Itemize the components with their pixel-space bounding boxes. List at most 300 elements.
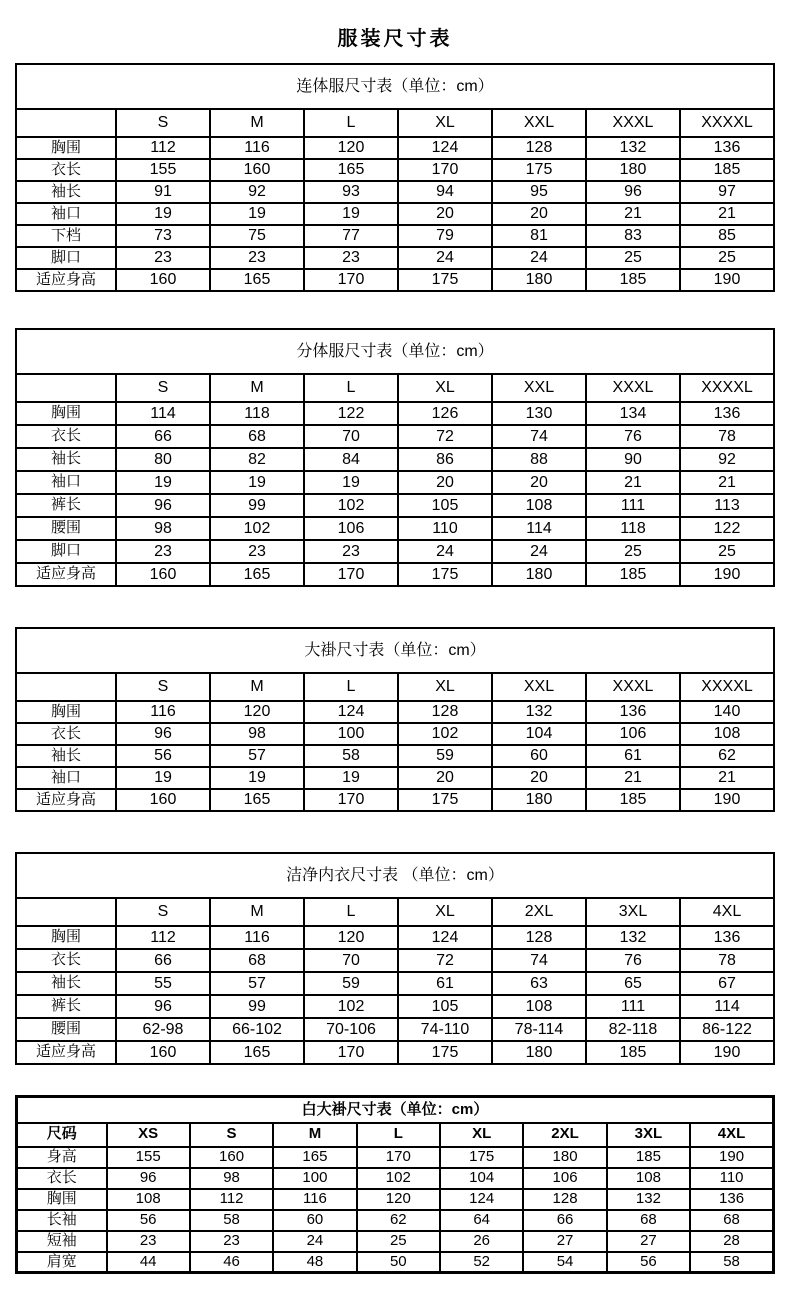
column-header: S [116,109,210,137]
value-cell: 23 [304,247,398,269]
value-cell: 61 [398,972,492,995]
column-header: XXL [492,109,586,137]
value-cell: 72 [398,949,492,972]
value-cell: 77 [304,225,398,247]
value-cell: 116 [273,1189,356,1210]
row-label: 衣长 [16,949,116,972]
column-header: XL [398,898,492,926]
column-header: L [304,374,398,402]
table-row [16,1018,774,1041]
value-cell: 24 [398,540,492,563]
value-cell: 170 [304,269,398,291]
value-cell: 175 [398,789,492,811]
value-cell: 59 [398,745,492,767]
value-cell: 91 [116,181,210,203]
table-row [16,949,774,972]
value-cell: 180 [586,159,680,181]
value-cell: 60 [492,745,586,767]
value-cell: 56 [107,1210,190,1231]
value-cell: 19 [116,767,210,789]
value-cell: 97 [680,181,774,203]
row-label: 袖长 [16,181,116,203]
value-cell: 175 [398,1041,492,1064]
column-header: XS [107,1123,190,1147]
value-cell: 21 [680,767,774,789]
value-cell: 190 [680,789,774,811]
value-cell: 106 [586,723,680,745]
value-cell: 132 [607,1189,690,1210]
row-label: 身高 [17,1147,107,1168]
table-row [16,448,774,471]
value-cell: 165 [304,159,398,181]
value-cell: 70 [304,949,398,972]
column-header: 2XL [492,898,586,926]
table-row [16,789,774,811]
table-row [16,563,774,586]
value-cell: 124 [398,926,492,949]
corner-cell: 尺码 [17,1123,107,1147]
value-cell: 165 [273,1147,356,1168]
row-label: 裤长 [16,494,116,517]
value-cell: 23 [116,540,210,563]
table-title: 洁净内衣尺寸表 （单位：cm） [16,853,774,898]
value-cell: 160 [116,269,210,291]
column-header: L [304,898,398,926]
value-cell: 90 [586,448,680,471]
value-cell: 116 [116,701,210,723]
value-cell: 136 [680,137,774,159]
column-header: XXXL [586,673,680,701]
column-header: XXXXL [680,109,774,137]
value-cell: 21 [586,767,680,789]
value-cell: 21 [586,203,680,225]
size-table-baidagua [15,1095,775,1274]
value-cell: 160 [116,789,210,811]
row-label: 适应身高 [16,1041,116,1064]
value-cell: 102 [210,517,304,540]
size-table-liantifu [15,63,775,292]
value-cell: 19 [116,203,210,225]
value-cell: 68 [210,425,304,448]
table-row [16,767,774,789]
table-row [16,517,774,540]
value-cell: 19 [210,767,304,789]
value-cell: 190 [690,1147,773,1168]
column-header: XXXL [586,109,680,137]
value-cell: 136 [680,926,774,949]
value-cell: 62 [680,745,774,767]
value-cell: 82 [210,448,304,471]
value-cell: 165 [210,269,304,291]
value-cell: 114 [116,402,210,425]
value-cell: 175 [398,563,492,586]
value-cell: 20 [492,203,586,225]
value-cell: 64 [440,1210,523,1231]
row-label: 脚口 [16,540,116,563]
row-label: 适应身高 [16,563,116,586]
value-cell: 96 [116,995,210,1018]
value-cell: 99 [210,995,304,1018]
corner-cell [16,673,116,701]
table-row [16,972,774,995]
table-title: 连体服尺寸表（单位：cm） [16,64,774,109]
row-label: 衣长 [16,723,116,745]
value-cell: 23 [190,1231,273,1252]
row-label: 衣长 [16,159,116,181]
value-cell: 28 [690,1231,773,1252]
value-cell: 111 [586,494,680,517]
value-cell: 59 [304,972,398,995]
value-cell: 180 [492,1041,586,1064]
value-cell: 57 [210,745,304,767]
value-cell: 21 [586,471,680,494]
value-cell: 68 [690,1210,773,1231]
value-cell: 20 [398,203,492,225]
value-cell: 112 [116,926,210,949]
value-cell: 62-98 [116,1018,210,1041]
value-cell: 110 [398,517,492,540]
table-title: 大褂尺寸表（单位：cm） [16,628,774,673]
value-cell: 85 [680,225,774,247]
value-cell: 23 [107,1231,190,1252]
value-cell: 124 [440,1189,523,1210]
row-label: 适应身高 [16,269,116,291]
column-header: XXXL [586,374,680,402]
value-cell: 82-118 [586,1018,680,1041]
value-cell: 74-110 [398,1018,492,1041]
value-cell: 124 [304,701,398,723]
value-cell: 132 [586,926,680,949]
row-label: 胸围 [16,701,116,723]
value-cell: 99 [210,494,304,517]
table-row [16,225,774,247]
table-row [16,701,774,723]
value-cell: 55 [116,972,210,995]
value-cell: 72 [398,425,492,448]
column-header: S [116,673,210,701]
value-cell: 108 [607,1168,690,1189]
column-header: XL [398,109,492,137]
row-label: 裤长 [16,995,116,1018]
table-row [16,402,774,425]
value-cell: 112 [190,1189,273,1210]
value-cell: 75 [210,225,304,247]
column-header: L [304,109,398,137]
value-cell: 120 [357,1189,440,1210]
value-cell: 105 [398,494,492,517]
value-cell: 134 [586,402,680,425]
value-cell: 52 [440,1252,523,1273]
value-cell: 84 [304,448,398,471]
column-header: S [190,1123,273,1147]
value-cell: 21 [680,471,774,494]
value-cell: 98 [190,1168,273,1189]
value-cell: 27 [607,1231,690,1252]
value-cell: 185 [586,789,680,811]
column-header: XXXXL [680,374,774,402]
value-cell: 23 [116,247,210,269]
row-label: 袖口 [16,471,116,494]
value-cell: 48 [273,1252,356,1273]
value-cell: 98 [210,723,304,745]
value-cell: 19 [304,203,398,225]
value-cell: 24 [398,247,492,269]
value-cell: 160 [190,1147,273,1168]
value-cell: 108 [492,995,586,1018]
value-cell: 102 [304,995,398,1018]
value-cell: 92 [680,448,774,471]
size-table-fentifu [15,328,775,587]
page-title: 服装尺寸表 [337,28,453,50]
header-row [17,1123,774,1147]
value-cell: 102 [357,1168,440,1189]
table-row [16,926,774,949]
value-cell: 65 [586,972,680,995]
table-row [17,1189,774,1210]
value-cell: 86 [398,448,492,471]
column-header: XXL [492,673,586,701]
corner-cell [16,898,116,926]
value-cell: 23 [210,540,304,563]
row-label: 腰围 [16,1018,116,1041]
row-label: 短袖 [17,1231,107,1252]
value-cell: 104 [440,1168,523,1189]
value-cell: 116 [210,137,304,159]
value-cell: 96 [107,1168,190,1189]
corner-cell [16,374,116,402]
value-cell: 19 [210,203,304,225]
header-row [16,673,774,701]
value-cell: 88 [492,448,586,471]
value-cell: 63 [492,972,586,995]
value-cell: 114 [492,517,586,540]
value-cell: 190 [680,563,774,586]
value-cell: 26 [440,1231,523,1252]
value-cell: 155 [116,159,210,181]
value-cell: 66 [116,949,210,972]
value-cell: 128 [523,1189,606,1210]
row-label: 衣长 [16,425,116,448]
table-title: 白大褂尺寸表（单位：cm） [17,1097,774,1123]
value-cell: 25 [680,540,774,563]
value-cell: 20 [492,767,586,789]
value-cell: 20 [492,471,586,494]
value-cell: 92 [210,181,304,203]
column-header: M [273,1123,356,1147]
table-row [17,1252,774,1273]
value-cell: 108 [107,1189,190,1210]
value-cell: 170 [304,1041,398,1064]
row-label: 袖长 [16,448,116,471]
value-cell: 185 [607,1147,690,1168]
value-cell: 130 [492,402,586,425]
value-cell: 81 [492,225,586,247]
value-cell: 100 [273,1168,356,1189]
row-label: 袖长 [16,972,116,995]
row-label: 胸围 [17,1189,107,1210]
column-header: M [210,898,304,926]
value-cell: 132 [492,701,586,723]
value-cell: 170 [398,159,492,181]
table-row [16,723,774,745]
column-header: S [116,374,210,402]
value-cell: 50 [357,1252,440,1273]
value-cell: 21 [680,203,774,225]
value-cell: 120 [210,701,304,723]
value-cell: 155 [107,1147,190,1168]
value-cell: 76 [586,425,680,448]
value-cell: 96 [116,494,210,517]
value-cell: 23 [210,247,304,269]
table-row [16,1041,774,1064]
row-label: 袖口 [16,203,116,225]
value-cell: 96 [586,181,680,203]
value-cell: 120 [304,926,398,949]
table-row [16,247,774,269]
table-row [17,1147,774,1168]
value-cell: 190 [680,269,774,291]
row-label: 衣长 [17,1168,107,1189]
table-row [16,995,774,1018]
value-cell: 94 [398,181,492,203]
value-cell: 165 [210,1041,304,1064]
value-cell: 57 [210,972,304,995]
column-header: M [210,374,304,402]
table-row [16,494,774,517]
column-header: 2XL [523,1123,606,1147]
value-cell: 160 [210,159,304,181]
value-cell: 25 [680,247,774,269]
value-cell: 111 [586,995,680,1018]
value-cell: 102 [304,494,398,517]
row-label: 下档 [16,225,116,247]
value-cell: 102 [398,723,492,745]
value-cell: 180 [492,269,586,291]
table-row [17,1210,774,1231]
value-cell: 93 [304,181,398,203]
value-cell: 185 [586,1041,680,1064]
value-cell: 24 [492,247,586,269]
size-table-dagua [15,627,775,812]
value-cell: 78 [680,949,774,972]
value-cell: 128 [492,137,586,159]
column-header: XL [398,673,492,701]
value-cell: 23 [304,540,398,563]
value-cell: 96 [116,723,210,745]
value-cell: 24 [492,540,586,563]
value-cell: 110 [690,1168,773,1189]
value-cell: 25 [586,540,680,563]
value-cell: 20 [398,471,492,494]
value-cell: 58 [304,745,398,767]
row-label: 胸围 [16,137,116,159]
value-cell: 61 [586,745,680,767]
value-cell: 185 [680,159,774,181]
value-cell: 170 [357,1147,440,1168]
value-cell: 83 [586,225,680,247]
value-cell: 175 [440,1147,523,1168]
value-cell: 19 [304,767,398,789]
value-cell: 73 [116,225,210,247]
size-table-jiejing-neiyi [15,852,775,1065]
value-cell: 67 [680,972,774,995]
table-row [16,203,774,225]
value-cell: 185 [586,563,680,586]
value-cell: 113 [680,494,774,517]
header-row [16,374,774,402]
value-cell: 95 [492,181,586,203]
column-header: S [116,898,210,926]
column-header: 3XL [586,898,680,926]
value-cell: 58 [190,1210,273,1231]
value-cell: 20 [398,767,492,789]
column-header: XXL [492,374,586,402]
value-cell: 180 [523,1147,606,1168]
value-cell: 116 [210,926,304,949]
row-label: 长袖 [17,1210,107,1231]
row-label: 脚口 [16,247,116,269]
row-label: 适应身高 [16,789,116,811]
column-header: XL [398,374,492,402]
value-cell: 108 [492,494,586,517]
value-cell: 76 [586,949,680,972]
value-cell: 165 [210,563,304,586]
table-row [16,471,774,494]
value-cell: 170 [304,563,398,586]
value-cell: 106 [304,517,398,540]
value-cell: 78 [680,425,774,448]
value-cell: 56 [607,1252,690,1273]
value-cell: 118 [586,517,680,540]
value-cell: 46 [190,1252,273,1273]
value-cell: 136 [586,701,680,723]
value-cell: 175 [492,159,586,181]
column-header: XL [440,1123,523,1147]
value-cell: 98 [116,517,210,540]
value-cell: 180 [492,563,586,586]
value-cell: 44 [107,1252,190,1273]
row-label: 腰围 [16,517,116,540]
value-cell: 140 [680,701,774,723]
value-cell: 108 [680,723,774,745]
row-label: 胸围 [16,926,116,949]
value-cell: 122 [304,402,398,425]
column-header: L [357,1123,440,1147]
value-cell: 185 [586,269,680,291]
value-cell: 128 [398,701,492,723]
value-cell: 54 [523,1252,606,1273]
value-cell: 66 [116,425,210,448]
value-cell: 66 [523,1210,606,1231]
column-header: 4XL [690,1123,773,1147]
value-cell: 62 [357,1210,440,1231]
value-cell: 136 [690,1189,773,1210]
value-cell: 25 [357,1231,440,1252]
value-cell: 175 [398,269,492,291]
value-cell: 19 [116,471,210,494]
table-row [16,745,774,767]
value-cell: 66-102 [210,1018,304,1041]
value-cell: 160 [116,1041,210,1064]
value-cell: 120 [304,137,398,159]
value-cell: 68 [607,1210,690,1231]
column-header: L [304,673,398,701]
value-cell: 27 [523,1231,606,1252]
value-cell: 112 [116,137,210,159]
value-cell: 118 [210,402,304,425]
value-cell: 165 [210,789,304,811]
value-cell: 24 [273,1231,356,1252]
